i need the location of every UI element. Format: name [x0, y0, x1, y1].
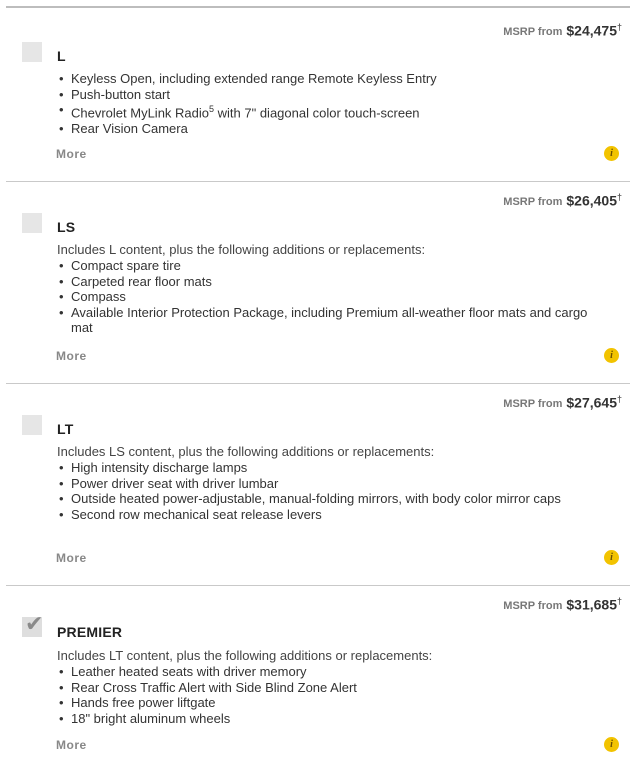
- price-value: $27,645: [566, 394, 617, 411]
- section-divider: [6, 585, 630, 586]
- price-value: $31,685: [566, 596, 617, 613]
- trim-name: LT: [57, 421, 74, 437]
- list-item: • Available Interior Protection Package, including Premium all-weather floor mats and cargo mat: [57, 305, 602, 336]
- msrp-price: MSRP from $27,645†: [503, 394, 622, 411]
- msrp-price: MSRP from $26,405†: [503, 192, 622, 209]
- list-item: • Compact spare tire: [57, 258, 602, 274]
- list-item: • Leather heated seats with driver memory: [57, 664, 357, 680]
- price-value: $26,405: [566, 192, 617, 209]
- info-icon[interactable]: i: [604, 737, 619, 752]
- more-link[interactable]: More: [56, 738, 87, 752]
- feature-list: [57, 460, 587, 522]
- checkmark-icon: ✔: [25, 611, 44, 636]
- more-link[interactable]: More: [56, 147, 87, 161]
- top-divider: [6, 6, 630, 8]
- trim-intro: Includes LS content, plus the following additions or replacements:: [57, 444, 435, 459]
- list-item: • Power driver seat with driver lumbar: [57, 476, 587, 492]
- list-item: • Chevrolet MyLink Radio$^5$ with 7" diagonal color touch-screen: [57, 102, 437, 121]
- list-item: • Rear Vision Camera: [57, 121, 437, 137]
- trim-card-l: [0, 20, 640, 180]
- trim-card-ls: [0, 191, 640, 381]
- list-item: • Outside heated power-adjustable, manual-folding mirrors, with body color mirror caps: [57, 491, 587, 507]
- info-icon[interactable]: i: [604, 550, 619, 565]
- trim-name: LS: [57, 219, 76, 235]
- info-icon[interactable]: i: [604, 348, 619, 363]
- feature-list: [57, 258, 602, 336]
- msrp-price: MSRP from $31,685†: [503, 596, 622, 613]
- trim-checkbox[interactable]: [22, 415, 42, 435]
- trim-card-premier: [0, 595, 640, 764]
- msrp-price: MSRP from $24,475†: [503, 22, 622, 39]
- feature-list: [57, 664, 357, 726]
- list-item: • Second row mechanical seat release levers: [57, 507, 587, 523]
- trim-name: PREMIER: [57, 624, 123, 640]
- trim-checkbox[interactable]: [22, 213, 42, 233]
- info-icon[interactable]: i: [604, 146, 619, 161]
- list-item: • Compass: [57, 289, 602, 305]
- list-item: • Hands free power liftgate: [57, 695, 357, 711]
- list-item: • Carpeted rear floor mats: [57, 274, 602, 290]
- more-link[interactable]: More: [56, 551, 87, 565]
- more-link[interactable]: More: [56, 349, 87, 363]
- trim-intro: Includes L content, plus the following additions or replacements:: [57, 242, 426, 257]
- trim-intro: Includes LT content, plus the following additions or replacements:: [57, 648, 433, 663]
- trim-name: L: [57, 48, 66, 64]
- section-divider: [6, 181, 630, 182]
- list-item: • Push-button start: [57, 87, 437, 103]
- list-item: • 18" bright aluminum wheels: [57, 711, 357, 727]
- section-divider: [6, 383, 630, 384]
- list-item: • Keyless Open, including extended range Remote Keyless Entry: [57, 71, 437, 87]
- trim-card-lt: [0, 393, 640, 583]
- price-value: $24,475: [566, 22, 617, 39]
- list-item: • High intensity discharge lamps: [57, 460, 587, 476]
- trim-checkbox[interactable]: [22, 42, 42, 62]
- trim-checkbox[interactable]: [22, 611, 44, 637]
- list-item: • Rear Cross Traffic Alert with Side Blind Zone Alert: [57, 680, 357, 696]
- feature-list: [57, 71, 437, 136]
